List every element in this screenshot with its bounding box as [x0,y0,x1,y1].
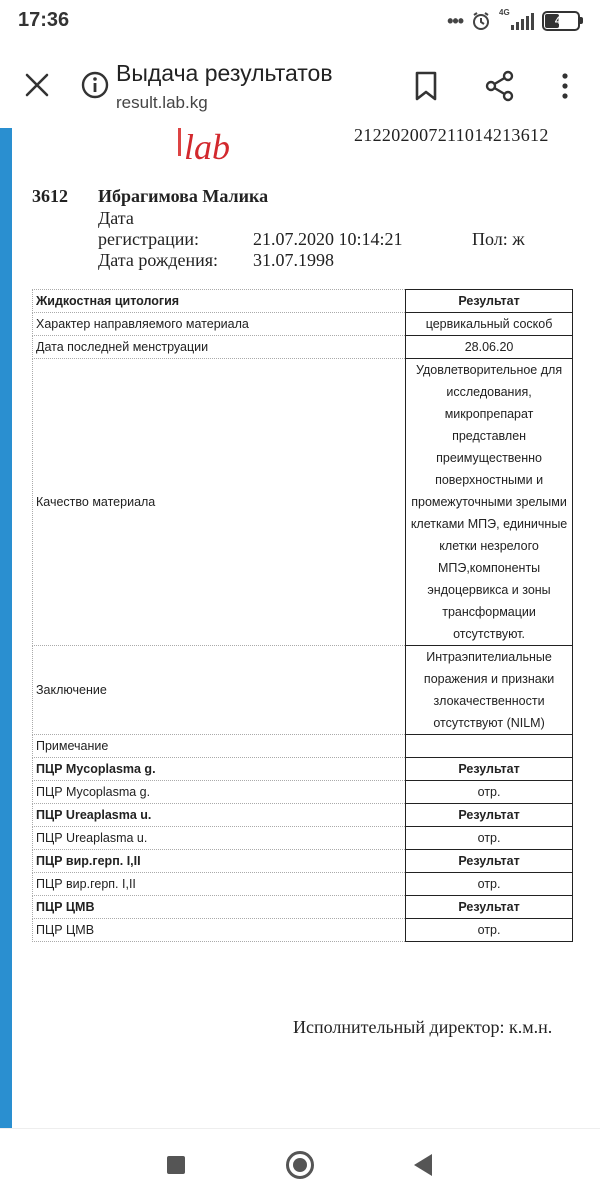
row-label: ПЦР ЦМВ [33,896,406,919]
row-value: Удовлетворительное для исследования, микропрепарат представлен преимущественно поверхностными и промежуточными зрелыми клетками МПЭ, единичные клетки незрелого МПЭ,компоненты эндоцервикса и зоны трансформации отсутствуют. [406,359,573,646]
row-label: Дата последней менструации [33,336,406,359]
home-button[interactable] [286,1151,314,1179]
barcode-number: 212202007211014213612 [354,128,549,145]
row-value: отр. [406,873,573,896]
logo-mark [178,128,181,156]
table-row [33,646,573,735]
row-value [406,735,573,758]
battery-level: 41 [554,15,568,27]
row-label: ПЦР Mycoplasma g. [33,758,406,781]
row-value: цервикальный соскоб [406,313,573,336]
bookmark-icon[interactable] [412,70,440,102]
table-row [33,336,573,359]
lab-logo: lab [184,128,231,167]
patient-name: Ибрагимова Малика [98,186,269,206]
left-accent-bar [0,128,12,1128]
row-value: Результат [406,758,573,781]
alarm-icon [471,11,491,31]
table-row [33,290,573,313]
system-nav-bar [0,1128,600,1200]
table-row [33,781,573,804]
row-value: Результат [406,290,573,313]
webview-content[interactable] [0,128,600,1128]
status-bar [0,0,600,44]
close-icon [25,73,49,97]
director-signature-line: Исполнительный директор: к.м.н. [293,1017,553,1037]
row-value: Результат [406,896,573,919]
birth-date: 31.07.1998 [253,250,334,270]
table-row [33,873,573,896]
more-options-icon[interactable] [555,70,575,102]
page-title: Выдача результатов [116,60,333,86]
row-label: ПЦР Ureaplasma u. [33,804,406,827]
table-row [33,735,573,758]
patient-sex: Пол: ж [472,229,525,249]
results-table [32,289,573,942]
birth-date-label: Дата рождения: [98,250,219,270]
row-label: ПЦР вир.герп. I,II [33,873,406,896]
row-value: Интраэпителиальные поражения и признаки злокачественности отсутствуют (NILM) [406,646,573,735]
status-time: 17:36 [18,9,70,31]
back-button[interactable] [414,1154,432,1176]
table-row [33,919,573,942]
table-row [33,827,573,850]
signal-icon [499,8,534,30]
page-url: result.lab.kg [116,93,208,112]
registration-label-1: Дата [98,208,134,228]
table-row [33,804,573,827]
row-value: Результат [406,850,573,873]
table-row [33,359,573,646]
row-label: Примечание [33,735,406,758]
patient-id: 3612 [32,186,68,206]
table-row [33,850,573,873]
registration-label-2: регистрации: [98,229,199,249]
row-label: ПЦР Ureaplasma u. [33,827,406,850]
row-label: ПЦР вир.герп. I,II [33,850,406,873]
row-label: Характер направляемого материала [33,313,406,336]
row-label: ПЦР ЦМВ [33,919,406,942]
more-notifications-icon: ••• [447,10,463,31]
battery-icon [542,11,580,31]
close-button[interactable] [20,68,54,102]
row-label: Заключение [33,646,406,735]
recent-apps-button[interactable] [167,1156,185,1174]
info-icon[interactable] [80,70,110,100]
row-label: Качество материала [33,359,406,646]
row-value: 28.06.20 [406,336,573,359]
row-label: Жидкостная цитология [33,290,406,313]
registration-date: 21.07.2020 10:14:21 [253,229,403,249]
table-row [33,758,573,781]
app-bar [0,44,600,128]
row-value: отр. [406,919,573,942]
table-row [33,896,573,919]
row-value: отр. [406,781,573,804]
row-value: Результат [406,804,573,827]
status-icons [447,10,580,32]
row-label: ПЦР Mycoplasma g. [33,781,406,804]
network-type: 4G [499,8,510,17]
share-icon[interactable] [484,70,516,102]
table-row [33,313,573,336]
row-value: отр. [406,827,573,850]
